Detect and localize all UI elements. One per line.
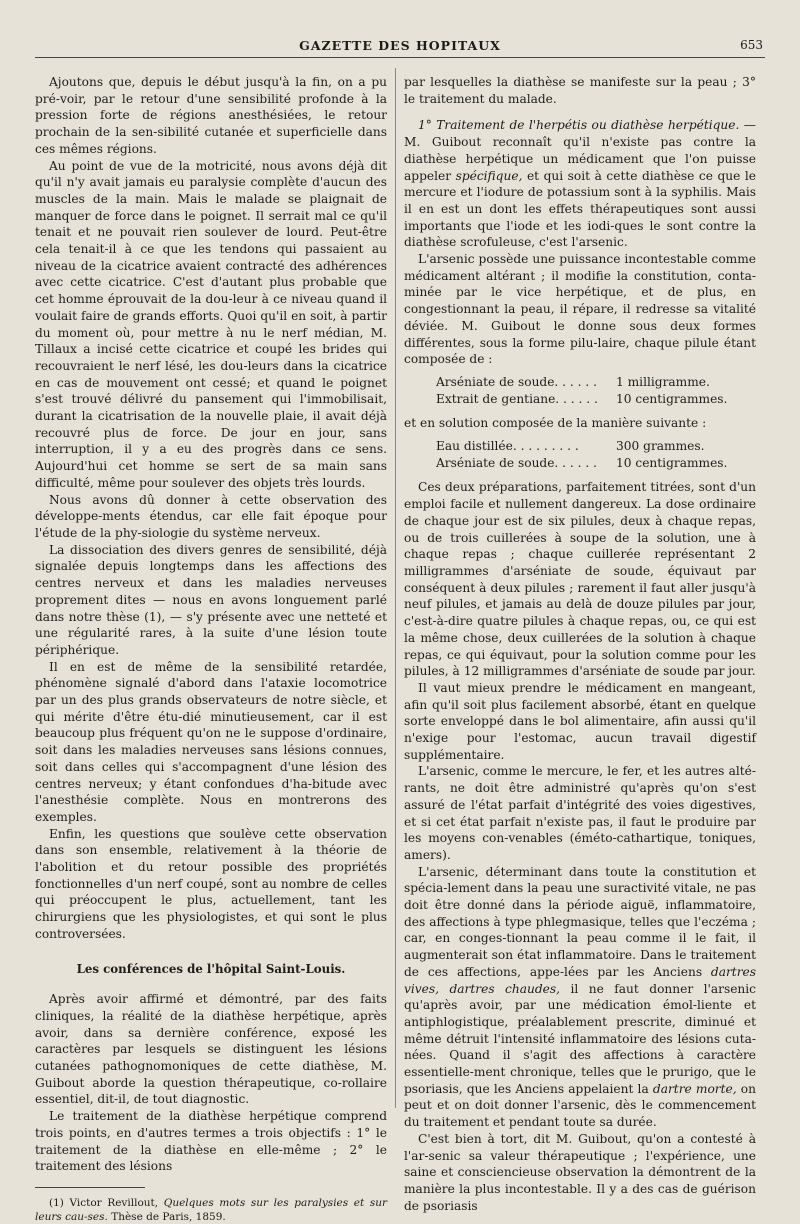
paragraph: L'arsenic possède une puissance incontestable comme médicament altérant ; il modifie la constitution, conta-minée par le vice herpétique, et de plus, en congestionnant la peau, il répare, il redresse sa vitalité déviée. M. Guibout le donne sous deux formes différentes, sous la forme pilu-laire, chaque pilule étant composée de : [404, 252, 756, 367]
header-rule [35, 57, 765, 58]
recipe-row: Arséniate de soude. . . . . . 1 milligramme. [436, 374, 710, 389]
journal-title: GAZETTE DES HOPITAUX [299, 38, 501, 53]
recipe-pills [404, 374, 756, 407]
section-title: Les conférences de l'hôpital Saint-Louis. [76, 961, 346, 976]
paragraph: Le traitement de la diathèse herpétique comprend trois points, en d'autres termes a trois objectifs : 1° le traitement de la diathèse en elle-même ; 2° le traitement des lésions [35, 1109, 387, 1174]
footnote: (1) Victor Revillout, Quelques mots sur les paralysies et sur leurs cau-ses. Thèse de Paris, 1859. [35, 1197, 388, 1223]
paragraph: L'arsenic, déterminant dans toute la constitution et spécia-lement dans la peau une suractivité vitale, ne pas doit être donné dans la période aiguë, inflammatoire, des affections à type phlegmasique, telles que l'eczéma ; car, en conges-tionnant la peau comme il le fait, il augmenterait son état inflammatoire. Dans le traitement de ces affections, appe-lées par les Anciens dartres vives, dartres chaudes, il ne faut donner l'arsenic qu'après avoir, par une médication émol-liente et antiphlogistique, préalablement prescrite, diminué et même détruit l'intensité inflammatoire des lésions cuta-nées. Quand il s'agit des affections à caractère essentielle-ment chronique, telles que le prurigo, que le psoriasis, que les Anciens appelaient la dartre morte, on peut et on doit donner l'arsenic, dès le commencement du traitement et pendant toute sa durée. [404, 864, 756, 1130]
paragraph: Après avoir affirmé et démontré, par des faits cliniques, la réalité de la diathèse herpétique, après avoir, dans sa dernière conférence, exposé les caractères par lesquels se distinguent les lésions cutanées pathognomoniques de cette diathèse, M. Guibout aborde la question thérapeutique, co-rollaire essentiel, dit-il, de tout diagnostic. [35, 992, 387, 1107]
footnote-rule [35, 1187, 145, 1188]
paragraph: Il en est de même de la sensibilité retardée, phénomène signalé d'abord dans l'ataxie locomotrice par un des plus grands observateurs de notre siècle, et qui mérite d'être étu-dié minutieusement, car il est beaucoup plus fréquent qu'on ne le suppose d'ordinaire, soit dans les maladies nerveuses sans lésions connues, soit dans celles qui s'accompagnent d'une lésion des centres nerveux; y étant confondues d'ha-bitude avec l'anesthésie complète. Nous en montrerons des exemples. [35, 659, 387, 824]
page-number: 653 [740, 38, 763, 52]
paragraph: Au point de vue de la motricité, nous avons déjà dit qu'il n'y avait jamais eu paralysie complète d'aucun des muscles de la main. Mais le malade se plaignait de manquer de force dans le poignet. Il serrait mal ce qu'il tenait et ne pouvait rien soulever de lourd. Peut-être cela tenait-il à ce que les tendons qui passaient au niveau de la cicatrice avaient contracté des adhérences avec cette cicatrice. C'est d'autant plus probable que cet homme éprouvait de la dou-leur à ce niveau quand il voulait faire de grands efforts. Quoi qu'il en soit, à partir du moment où, pour mettre à nu le nerf médian, M. Tillaux a incisé cette cicatrice et coupé les brides qui recouvraient le nerf lésé, les dou-leurs dans la cicatrice en cas de mouvement ont cessé; et quand le poignet s'est trouvé délivré du pansement qui l'immobilisait, durant la cicatrisation de la nouvelle plaie, il avait déjà recouvré plus de force. De jour en jour, sans interruption, il y a eu des progrès dans ce sens. Aujourd'hui cet homme se sert de sa main sans difficulté, même pour soulever des objets très lourds. [35, 158, 387, 490]
paragraph: et en solution composée de la manière suivante : [404, 416, 707, 431]
recipe-row: Eau distillée. . . . . . . . . 300 grammes. [436, 439, 705, 454]
paragraph: L'arsenic, comme le mercure, le fer, et les autres alté-rants, ne doit être administré qu'après qu'on s'est assuré de l'état parfait d'intégrité des voies digestives, et si cet état parfait n'existe pas, il faut le produire par les moyens con-venables (éméto-cathartique, toniques, amers). [404, 764, 756, 862]
left-column [35, 74, 387, 1224]
recipe-row: Arséniate de soude. . . . . . 10 centigrammes. [436, 455, 728, 470]
paragraph: Enfin, les questions que soulève cette observation dans son ensemble, relativement à la théorie de l'abolition et du retour possible des propriétés fonctionnelles d'un nerf coupé, sont au nombre de celles qui préoccupent le plus, actuellement, tant les chirurgiens que les physiologistes, et qui sont le plus controversées. [35, 826, 387, 941]
paragraph: Ajoutons que, depuis le début jusqu'à la fin, on a pu pré-voir, par le retour d'une sensibilité profonde à la pression forte de régions anesthésiées, le retour prochain de la sen-sibilité cutanée et superficielle dans ces mêmes régions. [35, 75, 387, 156]
paragraph: par lesquelles la diathèse se manifeste sur la peau ; 3° le traitement du malade. [404, 75, 756, 106]
paragraph: Nous avons dû donner à cette observation des développe-ments étendus, car elle fait époque pour l'étude de la phy-siologie du système nerveux. [35, 492, 387, 540]
right-column [404, 74, 756, 1214]
paragraph: La dissociation des divers genres de sensibilité, déjà signalée depuis longtemps dans les affections des centres nerveux et dans les maladies nerveuses proprement dites — nous en avons longuement parlé dans notre thèse (1), — s'y présente avec une netteté et une régularité rares, à la suite d'une lésion toute périphérique. [35, 542, 387, 657]
paragraph: 1° Traitement de l'herpétis ou diathèse herpétique. — M. Guibout reconnaît qu'il n'existe pas contre la diathèse herpétique un médicament que l'on puisse appeler spécifique, et qui soit à cette diathèse ce que le mercure et l'iodure de potassium sont à la syphilis. Mais il en est un dont les effets thérapeutiques sont aussi importants que l'iode et les iodi-ques le sont contre la diathèse scrofuleuse, c'est l'arsenic. [404, 118, 756, 250]
page-header [35, 38, 765, 58]
paragraph: C'est bien à tort, dit M. Guibout, qu'on a contesté à l'ar-senic sa valeur thérapeutique ; l'expérience, une saine et consciencieuse observation la démontrent de la manière la plus incontestable. Il y a des cas de guérison de psoriasis [404, 1131, 756, 1213]
recipe-row: Extrait de gentiane. . . . . . 10 centigrammes. [436, 391, 728, 406]
recipe-solution [404, 438, 756, 471]
paragraph: Ces deux préparations, parfaitement titrées, sont d'un emploi facile et nullement dangereux. La dose ordinaire de chaque jour est de six pilules, deux à chaque repas, ou de trois cuillerées à soupe de la solution, une à chaque repas ; chaque cuillerée représentant 2 milligrammes d'arséniate de soude, équivaut par conséquent à deux pilules ; rarement il faut aller jusqu'à neuf pilules, et jamais au delà de douze pilules par jour, c'est-à-dire quatre pilules à chaque repas, ou, ce qui est la même chose, deux cuillerées de la solution à chaque repas, ce qui équivaut, pour la solution comme pour les pilules, à 12 milligrammes d'arséniate de soude par jour. [404, 480, 756, 679]
paragraph: Il vaut mieux prendre le médicament en mangeant, afin qu'il soit plus facilement absorbé, étant en quelque sorte enveloppé dans le bol alimentaire, afin aussi qu'il n'exige pour l'estomac, aucun travail digestif supplémentaire. [404, 680, 756, 762]
column-divider [395, 68, 396, 1108]
